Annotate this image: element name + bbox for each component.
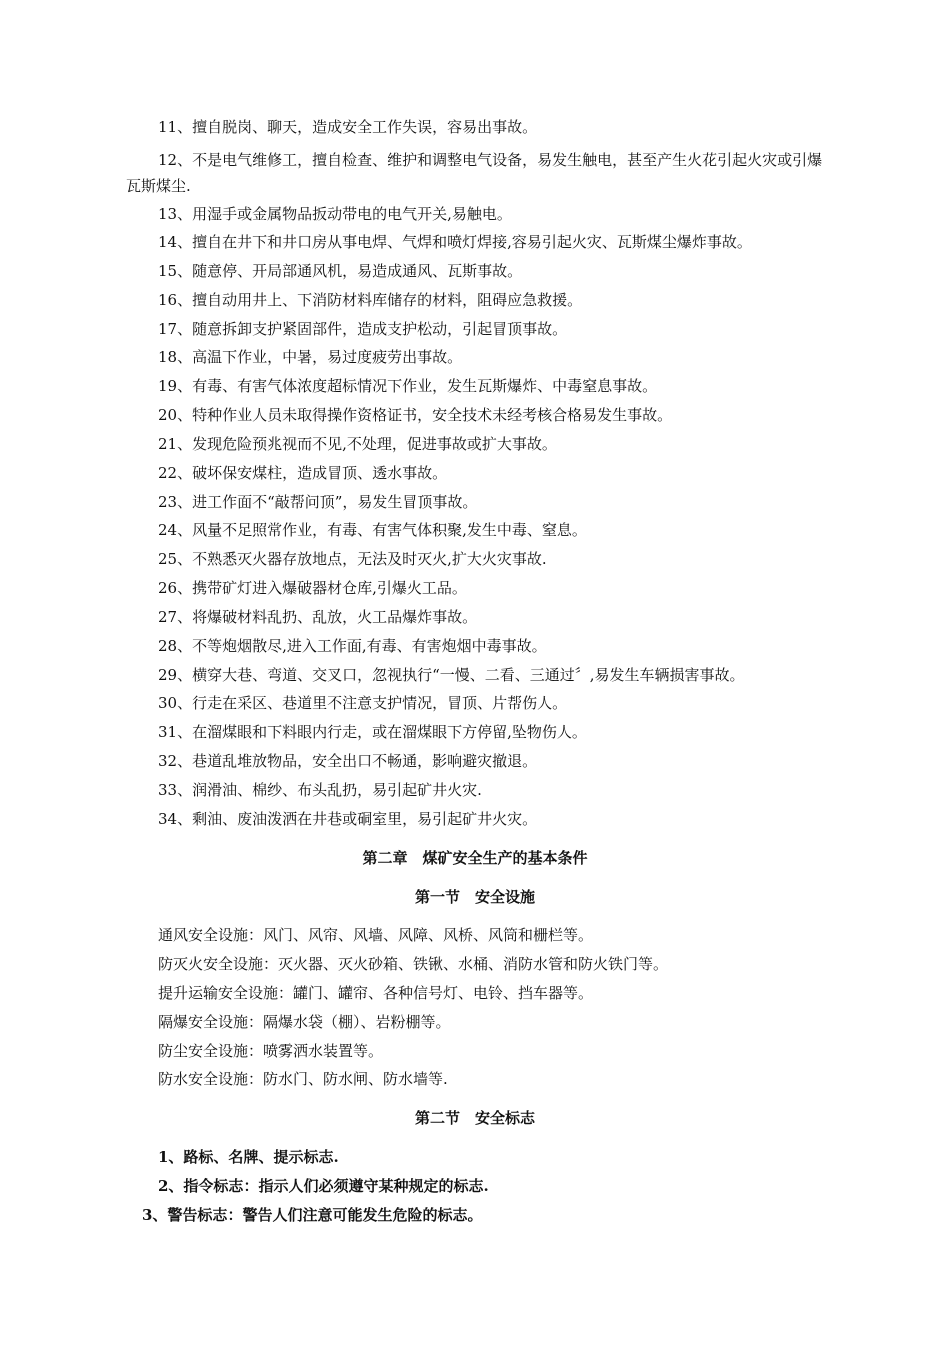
list-item: 32、巷道乱堆放物品，安全出口不畅通，影响避灾撤退。 <box>158 752 538 770</box>
list-item: 21、发现危险预兆视而不见,不处理，促进事故或扩大事故。 <box>158 435 557 453</box>
list-item: 29、横穿大巷、弯道、交叉口，忽视执行“一慢、二看、三通过〞,易发生车辆损害事故。 <box>158 666 745 684</box>
list-item: 33、润滑油、棉纱、布头乱扔，易引起矿井火灾. <box>158 781 482 799</box>
section-title: 第二节 安全标志 <box>414 1109 535 1127</box>
list-item: 23、进工作面不“敲帮问顶”，易发生冒顶事故。 <box>158 493 478 511</box>
list-item: 13、用湿手或金属物品扳动带电的电气开关,易触电。 <box>158 205 512 223</box>
list-item: 11、擅自脱岗、聊天，造成安全工作失误，容易出事故。 <box>158 118 538 136</box>
list-item: 25、不熟悉灭火器存放地点，无法及时灭火,扩大火灾事故. <box>158 550 547 568</box>
list-item: 27、将爆破材料乱扔、乱放，火工品爆炸事故。 <box>158 608 478 626</box>
list-item: 24、风量不足照常作业，有毒、有害气体积聚,发生中毒、窒息。 <box>158 521 587 539</box>
list-item: 31、在溜煤眼和下料眼内行走，或在溜煤眼下方停留,坠物伤人。 <box>158 723 587 741</box>
list-item: 19、有毒、有害气体浓度超标情况下作业，发生瓦斯爆炸、中毒窒息事故。 <box>158 377 658 395</box>
list-item: 22、破坏保安煤柱，造成冒顶、透水事故。 <box>158 464 448 482</box>
facility-item: 提升运输安全设施：罐门、罐帘、各种信号灯、电铃、挡车器等。 <box>158 984 594 1002</box>
list-item: 28、不等炮烟散尽,进入工作面,有毒、有害炮烟中毒事故。 <box>158 637 547 655</box>
facility-item: 隔爆安全设施：隔爆水袋（棚）、岩粉棚等。 <box>158 1013 451 1031</box>
chapter-title: 第二章 煤矿安全生产的基本条件 <box>362 849 588 867</box>
list-item: 12、不是电气维修工，擅自检查、维护和调整电气设备，易发生触电，甚至产生火花引起火灾或引爆瓦斯煤尘. <box>126 151 823 195</box>
list-item: 20、特种作业人员未取得操作资格证书，安全技术未经考核合格易发生事故。 <box>158 406 673 424</box>
list-item: 15、随意停、开局部通风机，易造成通风、瓦斯事故。 <box>158 262 523 280</box>
list-item: 16、擅自动用井上、下消防材料库储存的材料，阻碍应急救援。 <box>158 291 583 309</box>
list-item: 34、剩油、废油泼洒在井巷或硐室里，易引起矿井火灾。 <box>158 810 538 828</box>
list-item: 14、擅自在井下和井口房从事电焊、气焊和喷灯焊接,容易引起火灾、瓦斯煤尘爆炸事故。 <box>158 233 752 251</box>
sign-item: 3、警告标志：警告人们注意可能发生危险的标志。 <box>142 1206 483 1224</box>
sign-item: 1、路标、名牌、提示标志. <box>158 1148 339 1166</box>
section-title: 第一节 安全设施 <box>414 888 535 906</box>
sign-item: 2、指令标志：指示人们必须遵守某种规定的标志. <box>158 1177 489 1195</box>
facility-item: 防水安全设施：防水门、防水闸、防水墙等. <box>158 1070 448 1088</box>
list-item: 17、随意拆卸支护紧固部件，造成支护松动，引起冒顶事故。 <box>158 320 568 338</box>
list-item: 30、行走在采区、巷道里不注意支护情况，冒顶、片帮伤人。 <box>158 694 568 712</box>
list-item: 18、高温下作业，中暑，易过度疲劳出事故。 <box>158 348 463 366</box>
facility-item: 防灭火安全设施：灭火器、灭火砂箱、铁锹、水桶、消防水管和防火铁门等。 <box>158 955 669 973</box>
facility-item: 通风安全设施：风门、风帘、风墙、风障、风桥、风筒和栅栏等。 <box>158 926 594 944</box>
list-item: 26、携带矿灯进入爆破器材仓库,引爆火工品。 <box>158 579 467 597</box>
facility-item: 防尘安全设施：喷雾洒水装置等。 <box>158 1042 384 1060</box>
